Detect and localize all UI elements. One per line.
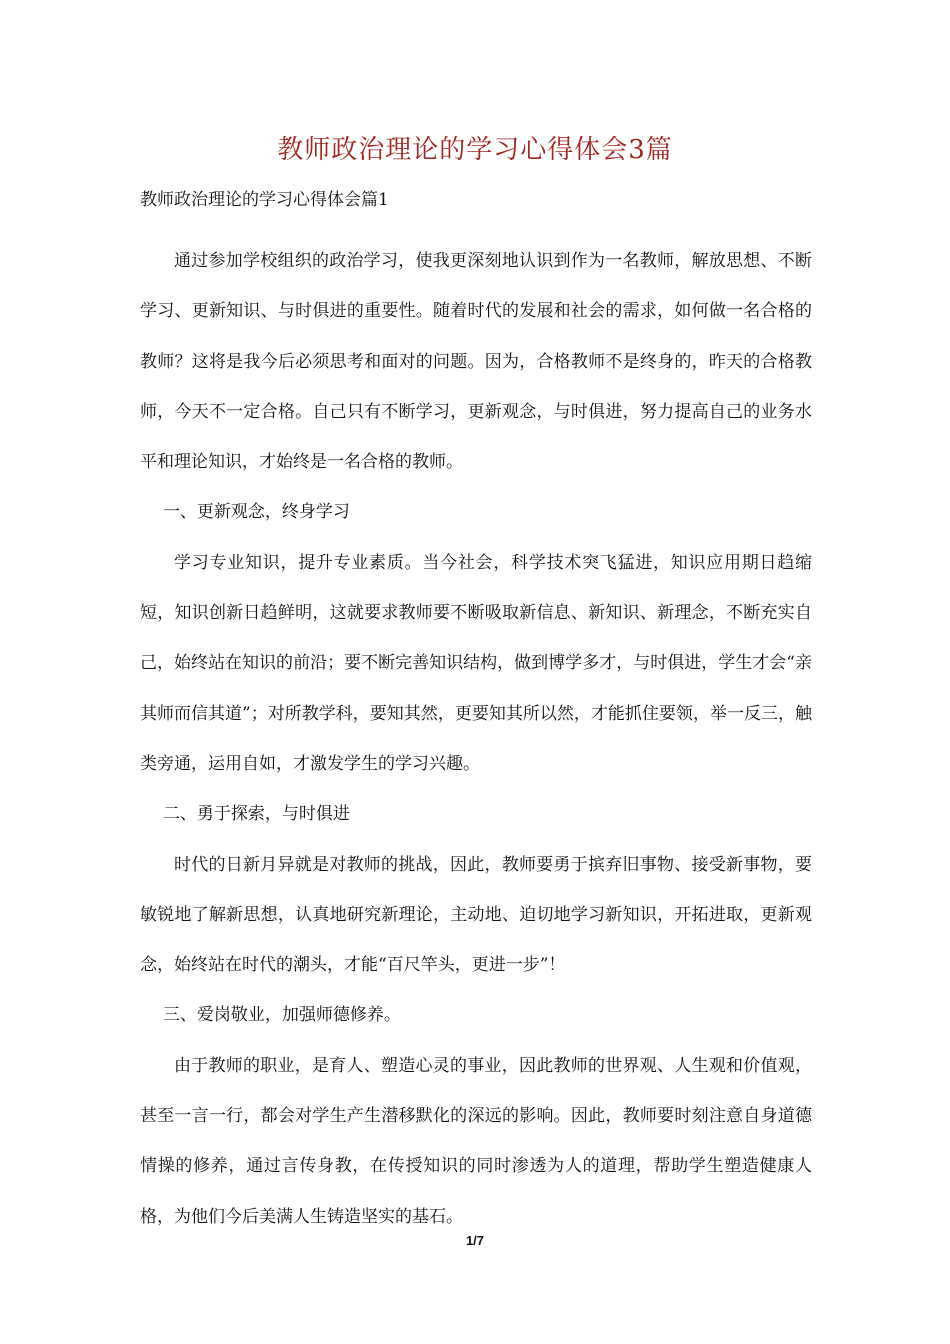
document-title: 教师政治理论的学习心得体会3篇 bbox=[277, 135, 673, 165]
document-body bbox=[140, 236, 812, 1242]
section-heading-2: 二、勇于探索，与时俱进 bbox=[162, 804, 350, 825]
section-paragraph-3: 由于教师的职业，是育人、塑造心灵的事业，因此教师的世界观、人生观和价值观，甚至一言一行，都会对学生产生潜移默化的深远的影响。因此，教师要时刻注意自身道德情操的修养，通过言传身教，在传授知识的同时渗透为人的道理，帮助学生塑造健康人格，为他们今后美满人生铸造坚实的基石。 bbox=[140, 1055, 812, 1227]
section-heading-1: 一、更新观念，终身学习 bbox=[162, 502, 350, 523]
document-subtitle: 教师政治理论的学习心得体会篇1 bbox=[140, 190, 389, 210]
page-number: 1/7 bbox=[465, 1233, 485, 1248]
section-paragraph-2: 时代的日新月异就是对教师的挑战，因此，教师要勇于摈弃旧事物、接受新事物，要敏锐地了解新思想，认真地研究新理论，主动地、迫切地学习新知识，开拓进取，更新观念，始终站在时代的潮头，才能“百尺竿头，更进一步”！ bbox=[140, 854, 812, 976]
intro-paragraph: 通过参加学校组织的政治学习，使我更深刻地认识到作为一名教师，解放思想、不断学习、更新知识、与时俱进的重要性。随着时代的发展和社会的需求，如何做一名合格的教师？这将是我今后必须思考和面对的问题。因为，合格教师不是终身的，昨天的合格教师，今天不一定合格。自己只有不断学习，更新观念，与时俱进，努力提高自己的业务水平和理论知识，才始终是一名合格的教师。 bbox=[140, 251, 812, 473]
section-paragraph-1: 学习专业知识，提升专业素质。当今社会，科学技术突飞猛进，知识应用期日趋缩短，知识创新日趋鲜明，这就要求教师要不断吸取新信息、新知识、新理念，不断充实自己，始终站在知识的前沿；要不断完善知识结构，做到博学多才，与时俱进，学生才会“亲其师而信其道”；对所教学科，要知其然，更要知其所以然，才能抓住要领，举一反三，触类旁通，运用自如，才激发学生的学习兴趣。 bbox=[140, 552, 812, 774]
section-heading-3: 三、爱岗敬业，加强师德修养。 bbox=[162, 1005, 401, 1026]
